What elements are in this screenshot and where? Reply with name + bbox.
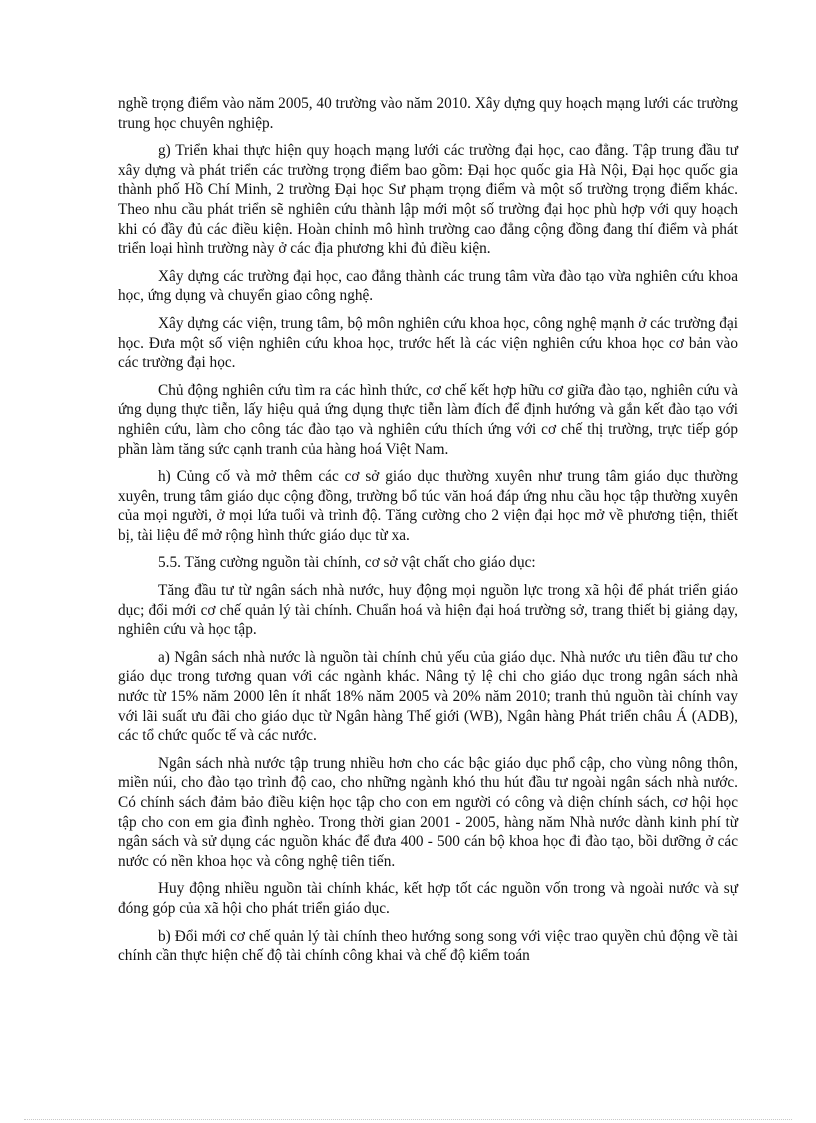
paragraph-item-b: b) Đổi mới cơ chế quản lý tài chính theo hướng song song với việc trao quyền chủ động về tài chính cần thực hiện chế độ tài chính công khai và chế độ kiểm toán [118, 927, 738, 965]
paragraph: Huy động nhiều nguồn tài chính khác, kết hợp tốt các nguồn vốn trong và ngoài nước và sự đóng góp của xã hội cho phát triển giáo dục. [118, 880, 738, 917]
section-heading-5-5: 5.5. Tăng cường nguồn tài chính, cơ sở vật chất cho giáo dục: [158, 554, 536, 572]
document-body [118, 94, 738, 974]
paragraph: Chủ động nghiên cứu tìm ra các hình thức, cơ chế kết hợp hữu cơ giữa đào tạo, nghiên cứu và ứng dụng thực tiễn, lấy hiệu quả ứng dụng thực tiễn làm đích để định hướng và gắn kết đào tạo với nghiên cứu, làm cho công tác đào tạo và nghiên cứu thích ứng với cơ chế thị trường, trực tiếp góp phần làm tăng sức cạnh tranh của hàng hoá Việt Nam. [118, 381, 738, 458]
paragraph-continuation: nghề trọng điểm vào năm 2005, 40 trường vào năm 2010. Xây dựng quy hoạch mạng lưới các trường trung học chuyên nghiệp. [118, 95, 738, 132]
paragraph: Ngân sách nhà nước tập trung nhiều hơn cho các bậc giáo dục phổ cập, cho vùng nông thôn, miền núi, cho đào tạo trình độ cao, cho những ngành khó thu hút đầu tư ngoài ngân sách nhà nước. Có chính sách đảm bảo điều kiện học tập cho con em người có công và diện chính sách, cơ hội học tập cho con em gia đình nghèo. Trong thời gian 2001 - 2005, hàng năm Nhà nước dành kinh phí từ ngân sách và sử dụng các nguồn khác để đưa 400 - 500 cán bộ khoa học đi đào tạo, bồi dưỡng ở các nước có nền khoa học và công nghệ tiên tiến. [118, 754, 738, 870]
paragraph: Tăng đầu tư từ ngân sách nhà nước, huy động mọi nguồn lực trong xã hội để phát triển giáo dục; đổi mới cơ chế quản lý tài chính. Chuẩn hoá và hiện đại hoá trường sở, trang thiết bị giảng dạy, nghiên cứu và học tập. [118, 582, 738, 639]
paragraph-item-g: g) Triển khai thực hiện quy hoạch mạng lưới các trường đại học, cao đẳng. Tập trung đầu tư xây dựng và phát triển các trường trọng điểm bao gồm: Đại học quốc gia Hà Nội, Đại học quốc gia thành phố Hồ Chí Minh, 2 trường Đại học Sư phạm trọng điểm và một số trường trọng điểm khác. Theo nhu cầu phát triển sẽ nghiên cứu thành lập mới một số trường đại học phù hợp với quy hoạch khi có đầy đủ các điều kiện. Hoàn chỉnh mô hình trường cao đẳng cộng đồng đang thí điểm và phát triển loại hình trường này ở các địa phương khi đủ điều kiện. [118, 142, 738, 258]
paragraph-item-h: h) Củng cố và mở thêm các cơ sở giáo dục thường xuyên như trung tâm giáo dục thường xuyên, trung tâm giáo dục cộng đồng, trường bổ túc văn hoá đáp ứng nhu cầu học tập thường xuyên của mọi người, ở mọi lứa tuổi và trình độ. Tăng cường cho 2 viện đại học mở về phương tiện, thiết bị, tài liệu để mở rộng hình thức giáo dục từ xa. [118, 468, 738, 544]
paragraph: Xây dựng các viện, trung tâm, bộ môn nghiên cứu khoa học, công nghệ mạnh ở các trường đại học. Đưa một số viện nghiên cứu khoa học, trước hết là các viện nghiên cứu khoa học cơ bản vào các trường đại học. [118, 314, 738, 372]
page-bottom-divider [24, 1119, 792, 1120]
paragraph: Xây dựng các trường đại học, cao đẳng thành các trung tâm vừa đào tạo vừa nghiên cứu khoa học, ứng dụng và chuyển giao công nghệ. [118, 267, 738, 305]
paragraph-item-a: a) Ngân sách nhà nước là nguồn tài chính chủ yếu của giáo dục. Nhà nước ưu tiên đầu tư cho giáo dục trong tương quan với các ngành khác. Nâng tỷ lệ chi cho giáo dục trong ngân sách nhà nước từ 15% năm 2000 lên ít nhất 18% năm 2005 và 20% năm 2010; tranh thủ nguồn tài chính vay với lãi suất ưu đãi cho giáo dục từ Ngân hàng Thế giới (WB), Ngân hàng Phát triển châu Á (ADB), các tổ chức quốc tế và các nước. [118, 648, 738, 745]
